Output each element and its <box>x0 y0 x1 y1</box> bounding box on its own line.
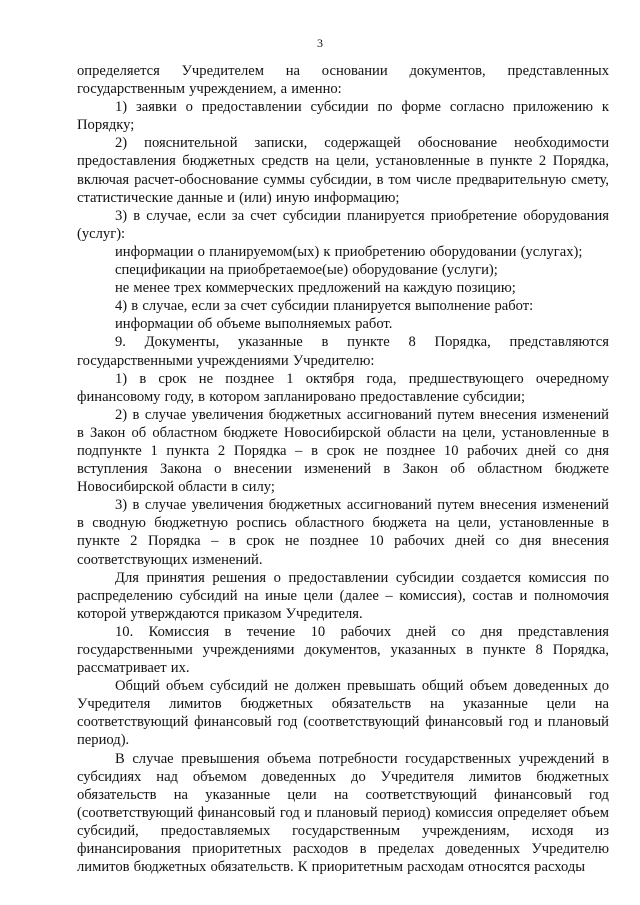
paragraph: 3) в случае увеличения бюджетных ассигнований путем внесения изменений в сводную бюджетную роспись областного бюджета на цели, установленные в пункте 2 Порядка – в срок не позднее 10 рабочих дней со дня внесения соответствующих изменений. <box>77 497 609 568</box>
paragraph: 1) заявки о предоставлении субсидии по форме согласно приложению к Порядку; <box>77 99 609 134</box>
paragraph: 2) пояснительной записки, содержащей обоснование необходимости предоставления бюджетных средств на цели, установленные в пункте 2 Порядка, включая расчет-обоснование суммы субсидии, в том числе предварительную смету, статистические данные и (или) иную информацию; <box>77 135 609 206</box>
page-number: 3 <box>317 36 323 50</box>
paragraph: информации о планируемом(ых) к приобретению оборудовании (услугах); <box>115 243 583 260</box>
paragraph: 9. Документы, указанные в пункте 8 Порядка, представляются государственными учреждениями Учредителю: <box>77 334 609 369</box>
paragraph: В случае превышения объема потребности государственных учреждений в субсидиях над объемом доведенных до Учредителя лимитов бюджетных обязательств на указанные цели на соответствующий финансовый год (соответствующий финансовый год и плановый период) комиссия определяет объем субсидий, предоставляемых государственным учреждениям, исходя из финансирования приоритетных расходов в пределах доведенных Учредителю лимитов бюджетных обязательств. К приоритетным расходам относятся расходы <box>77 750 609 876</box>
paragraph: информации об объеме выполняемых работ. <box>115 316 393 333</box>
paragraph: 10. Комиссия в течение 10 рабочих дней со дня представления государственными учреждениями документов, указанных в пункте 8 Порядка, рассматривает их. <box>77 623 609 677</box>
paragraph: 3) в случае, если за счет субсидии планируется приобретение оборудования (услуг): <box>77 207 609 242</box>
paragraph: 4) в случае, если за счет субсидии планируется выполнение работ: <box>115 298 534 315</box>
paragraph: спецификации на приобретаемое(ые) оборудование (услуги); <box>115 262 498 279</box>
paragraph: определяется Учредителем на основании документов, представленных государственным учреждением, а именно: <box>77 63 609 98</box>
paragraph: Для принятия решения о предоставлении субсидии создается комиссия по распределению субсидий на иные цели (далее – комиссия), состав и полномочия которой утверждаются приказом Учредителя. <box>77 569 609 622</box>
paragraph: 1) в срок не позднее 1 октября года, предшествующего очередному финансовому году, в котором запланировано предоставление субсидии; <box>77 370 609 405</box>
paragraph: Общий объем субсидий не должен превышать общий объем доведенных до Учредителя лимитов бюджетных обязательств на указанные цели на соответствующий финансовый год (соответствующий финансовый год и плановый период). <box>77 678 609 749</box>
paragraph: не менее трех коммерческих предложений на каждую позицию; <box>115 280 516 297</box>
document-body <box>77 62 609 876</box>
paragraph: 2) в случае увеличения бюджетных ассигнований путем внесения изменений в Закон об областном бюджете Новосибирской области на цели, установленные в подпункте 1 пункта 2 Порядка – в срок не позднее 10 рабочих дней со дня вступления Закона о внесении изменений в Закон об областном бюджете Новосибирской области в силу; <box>77 406 609 496</box>
